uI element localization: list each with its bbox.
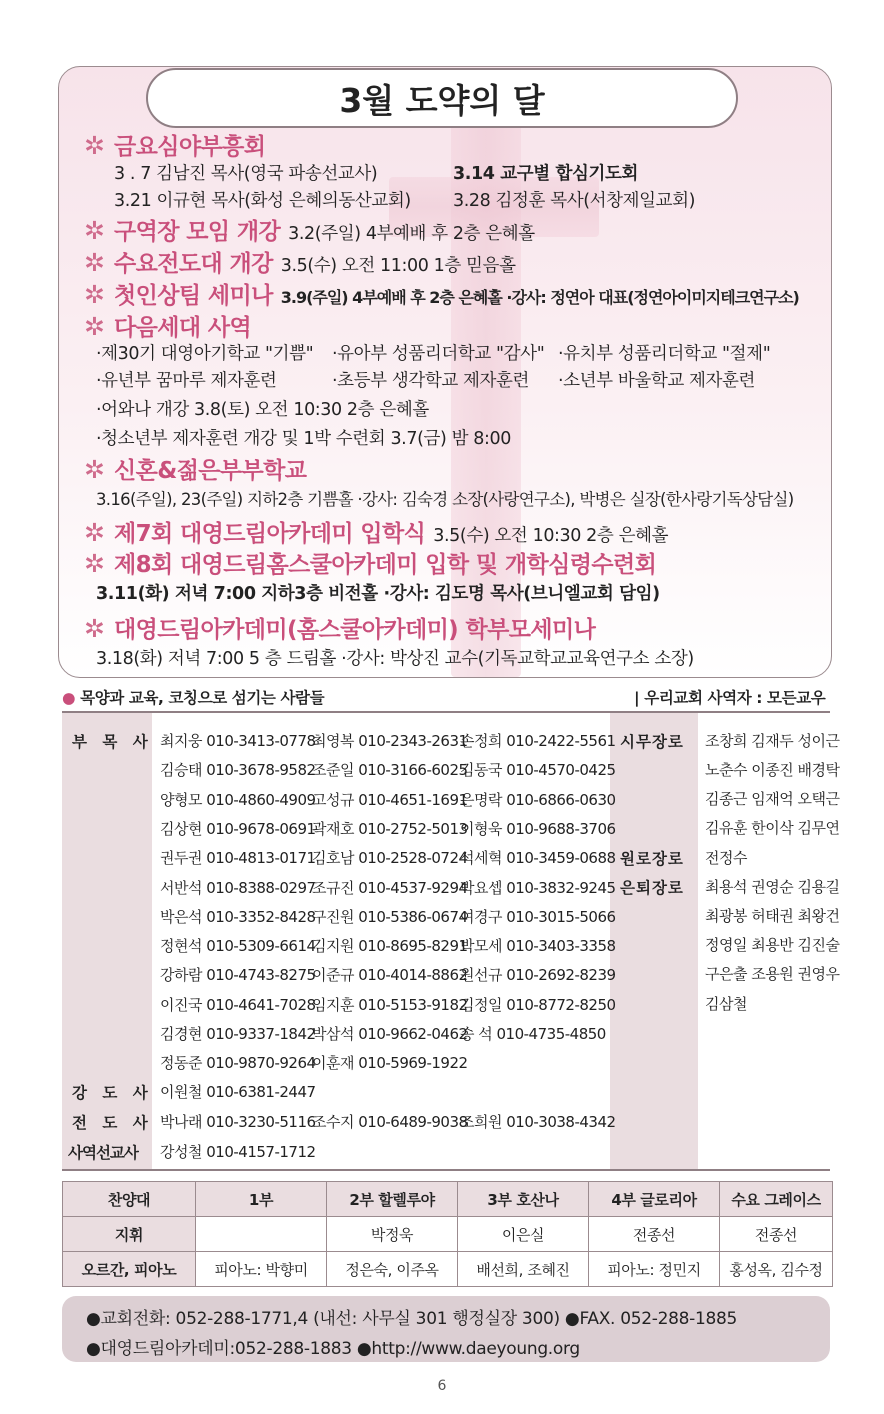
associate-pastor-entry: 은명락 010-6866-0630 — [460, 790, 616, 809]
nextgen-item: ·유년부 꿈마루 제자훈련 — [96, 371, 277, 391]
elder-names: 조창희 김재두 성이근 — [705, 732, 840, 750]
revival-row1-b: 3.14 교구별 합심기도회 — [453, 164, 639, 184]
event-newlywed-school: ✲ 신혼&젊은부부학교 — [84, 455, 307, 484]
event-next-generation: ✲ 다음세대 사역 — [84, 312, 252, 341]
table-cell: 오르간, 피아노 — [63, 1252, 196, 1287]
role-associate: 부 목 사 — [72, 733, 153, 751]
elder-names: 김종근 임재억 오택근 — [705, 790, 840, 808]
contact-web: ●대영드림아카데미:052-288-1883 ●http://www.daeyoung.org — [86, 1339, 580, 1359]
staff-heading: ● 목양과 교육, 코칭으로 섬기는 사람들 — [62, 689, 325, 707]
divider — [62, 711, 830, 713]
table-cell: 찬양대 — [63, 1182, 196, 1217]
table-cell: 홍성옥, 김수정 — [720, 1252, 833, 1287]
role-emeritus: 원로장로 — [620, 850, 684, 868]
flower-icon: ✲ — [84, 312, 105, 341]
table-cell: 피아노: 정민지 — [589, 1252, 720, 1287]
flower-icon: ✲ — [84, 549, 105, 578]
evangelist-name: 조희원 010-3038-4342 — [460, 1113, 616, 1131]
table-cell: 이은실 — [458, 1217, 589, 1252]
associate-pastor-entry: 박요셉 010-3832-9245 — [460, 878, 616, 897]
flower-icon: ✲ — [84, 131, 105, 160]
associate-pastor-entry: 김동국 010-4570-0425 — [460, 761, 616, 780]
table-cell: 전종선 — [720, 1217, 833, 1252]
preacher-name: 이원철 010-6381-2447 — [160, 1083, 316, 1101]
associate-pastor-entry: 송 석 010-4735-4850 — [460, 1025, 606, 1043]
staff-heading-right: | 우리교회 사역자 : 모든교우 — [634, 689, 826, 707]
evangelist-name: 조수지 010-6489-9038 — [312, 1113, 468, 1131]
event-dream-academy-entrance: ✲ 제7회 대영드림아카데미 입학식 3.5(수) 오전 10:30 2층 은혜홀 — [84, 518, 669, 547]
flower-icon: ✲ — [84, 280, 105, 309]
retired-names: 정영일 최용반 김진술 — [705, 936, 840, 954]
table-row — [63, 1182, 833, 1217]
associate-pastor-entry: 석세혁 010-3459-0688 — [460, 849, 616, 868]
role-elder: 시무장로 — [620, 733, 684, 751]
missionary-name: 강성철 010-4157-1712 — [160, 1143, 316, 1161]
flower-icon: ✲ — [84, 216, 105, 245]
associate-pastor-entry: 양형모 010-4860-4909 — [160, 790, 316, 809]
table-row — [63, 1217, 833, 1252]
retired-names: 최용석 권영순 김용길 — [705, 878, 840, 896]
page-title: 3월 도약의 달 — [146, 68, 738, 128]
associate-pastor-entry: 임지훈 010-5153-9182 — [312, 995, 468, 1014]
revival-row2-b: 3.28 김정훈 목사(서창제일교회) — [453, 191, 696, 211]
associate-pastor-entry: 서반석 010-8388-0297 — [160, 878, 316, 897]
associate-pastor-entry: 김정일 010-8772-8250 — [460, 995, 616, 1014]
elder-names: 김유훈 한이삭 김무연 — [705, 819, 840, 837]
table-cell: 피아노: 박향미 — [196, 1252, 327, 1287]
associate-pastor-entry: 최영복 010-2343-2631 — [312, 732, 468, 750]
associate-pastor-entry: 정동준 010-9870-9264 — [160, 1054, 316, 1073]
parent-seminar-detail: 3.18(화) 저녁 7:00 5 층 드림홀 ·강사: 박상진 교수(기독교학교교육연구소 소장) — [96, 649, 694, 669]
nextgen-item: ·어와나 개강 3.8(토) 오전 10:30 2층 은혜홀 — [96, 400, 429, 420]
role-missionary: 사역선교사 — [68, 1144, 138, 1162]
associate-pastor-entry: 박삼석 010-9662-0462 — [312, 1025, 468, 1043]
event-evangelism: ✲ 수요전도대 개강 3.5(수) 오전 11:00 1층 믿음홀 — [84, 248, 516, 277]
nextgen-item: ·초등부 생각학교 제자훈련 — [332, 371, 530, 391]
associate-pastor-entry: 이훈재 010-5969-1922 — [312, 1054, 468, 1073]
associate-pastor-entry: 정현석 010-5309-6614 — [160, 937, 316, 956]
associate-pastor-entry: 박모세 010-3403-3358 — [460, 937, 616, 956]
choir-table — [62, 1181, 833, 1287]
table-cell: 4부 글로리아 — [589, 1182, 720, 1217]
role-evangelist: 전 도 사 — [72, 1114, 153, 1132]
event-cell-leader: ✲ 구역장 모임 개강 3.2(주일) 4부예배 후 2층 은혜홀 — [84, 216, 535, 245]
flower-icon: ✲ — [84, 614, 105, 643]
table-cell: 전종선 — [589, 1217, 720, 1252]
emeritus-name: 전정수 — [705, 849, 747, 867]
associate-pastor-entry: 김상현 010-9678-0691 — [160, 819, 316, 838]
event-parent-seminar: ✲ 대영드림아카데미(홈스쿨아카데미) 학부모세미나 — [84, 614, 596, 643]
nextgen-item: ·유치부 성품리더학교 "절제" — [558, 344, 771, 364]
nextgen-item: ·청소년부 제자훈련 개강 및 1박 수련회 3.7(금) 밤 8:00 — [96, 429, 511, 449]
associate-pastor-entry: 이형욱 010-9688-3706 — [460, 819, 616, 838]
associate-pastor-entry: 여경구 010-3015-5066 — [460, 907, 616, 926]
associate-pastor-entry: 손정희 010-2422-5561 — [460, 732, 616, 750]
associate-pastor-entry: 최지웅 010-3413-0778 — [160, 732, 316, 750]
table-row — [63, 1252, 833, 1287]
table-cell: 3부 호산나 — [458, 1182, 589, 1217]
event-friday-revival: ✲ 금요심야부흥회 — [84, 131, 266, 160]
nextgen-item: ·제30기 대영아기학교 "기쁨" — [96, 344, 314, 364]
divider — [62, 1169, 830, 1171]
nextgen-item: ·소년부 바울학교 제자훈련 — [558, 371, 756, 391]
flower-icon: ✲ — [84, 248, 105, 277]
newlywed-detail: 3.16(주일), 23(주일) 지하2층 기쁨홀 ·강사: 김숙경 소장(사랑연구소), 박병은 실장(한사랑기독상담실) — [96, 490, 794, 509]
retired-names: 김삼철 — [705, 995, 747, 1013]
table-cell: 배선희, 조혜진 — [458, 1252, 589, 1287]
associate-pastor-entry: 김승태 010-3678-9582 — [160, 761, 316, 780]
event-homeschool-academy: ✲ 제8회 대영드림홈스쿨아카데미 입학 및 개학심령수련회 — [84, 549, 657, 578]
contact-phone: ●교회전화: 052-288-1771,4 (내선: 사무실 301 행정실장 300) ●FAX. 052-288-1885 — [86, 1309, 738, 1329]
role-retired: 은퇴장로 — [620, 879, 684, 897]
event-first-impression: ✲ 첫인상팀 세미나 3.9(주일) 4부예배 후 2층 은혜홀 ·강사: 정연아 대표(정연아이미지테크연구소) — [84, 280, 799, 309]
table-cell: 2부 할렐루야 — [327, 1182, 458, 1217]
revival-row1-a: 3 . 7 김남진 목사(영국 파송선교사) — [114, 164, 378, 184]
associate-pastor-entry: 박은석 010-3352-8428 — [160, 907, 316, 926]
associate-pastor-entry: 김지원 010-8695-8291 — [312, 937, 468, 956]
flower-icon: ✲ — [84, 518, 105, 547]
revival-row2-a: 3.21 이규현 목사(화성 은혜의동산교회) — [114, 191, 411, 211]
associate-pastor-entry: 조준일 010-3166-6025 — [312, 761, 468, 780]
table-cell: 수요 그레이스 — [720, 1182, 833, 1217]
associate-pastor-entry: 조규진 010-4537-9294 — [312, 878, 468, 897]
role-preacher: 강 도 사 — [72, 1084, 153, 1102]
table-cell: 지휘 — [63, 1217, 196, 1252]
role-column — [610, 713, 698, 1169]
page-number: 6 — [437, 1378, 447, 1394]
associate-pastor-entry: 이진국 010-4641-7028 — [160, 995, 316, 1014]
table-cell — [196, 1217, 327, 1252]
table-cell: 박정욱 — [327, 1217, 458, 1252]
associate-pastor-entry: 강하람 010-4743-8275 — [160, 966, 316, 985]
associate-pastor-entry: 권두권 010-4813-0171 — [160, 849, 316, 868]
associate-pastor-entry: 구진원 010-5386-0674 — [312, 907, 468, 926]
associate-pastor-entry: 김경현 010-9337-1842 — [160, 1025, 316, 1043]
associate-pastor-entry: 고성규 010-4651-1691 — [312, 790, 468, 809]
retired-names: 구은출 조용원 권영우 — [705, 965, 840, 983]
homeschool-detail: 3.11(화) 저녁 7:00 지하3층 비전홀 ·강사: 김도명 목사(브니엘교회 담임) — [96, 584, 660, 604]
associate-pastor-entry: 김호남 010-2528-0724 — [312, 849, 468, 868]
elder-names: 노춘수 이종진 배경탁 — [705, 761, 840, 779]
table-cell: 정은숙, 이주옥 — [327, 1252, 458, 1287]
associate-pastor-entry: 이준규 010-4014-8862 — [312, 966, 468, 985]
table-cell: 1부 — [196, 1182, 327, 1217]
associate-pastor-entry: 곽재호 010-2752-5013 — [312, 819, 468, 838]
evangelist-name: 박나래 010-3230-5116 — [160, 1113, 316, 1131]
nextgen-item: ·유아부 성품리더학교 "감사" — [332, 344, 545, 364]
flower-icon: ✲ — [84, 455, 105, 484]
retired-names: 최광봉 허태권 최왕건 — [705, 907, 840, 925]
associate-pastor-entry: 원선규 010-2692-8239 — [460, 966, 616, 985]
